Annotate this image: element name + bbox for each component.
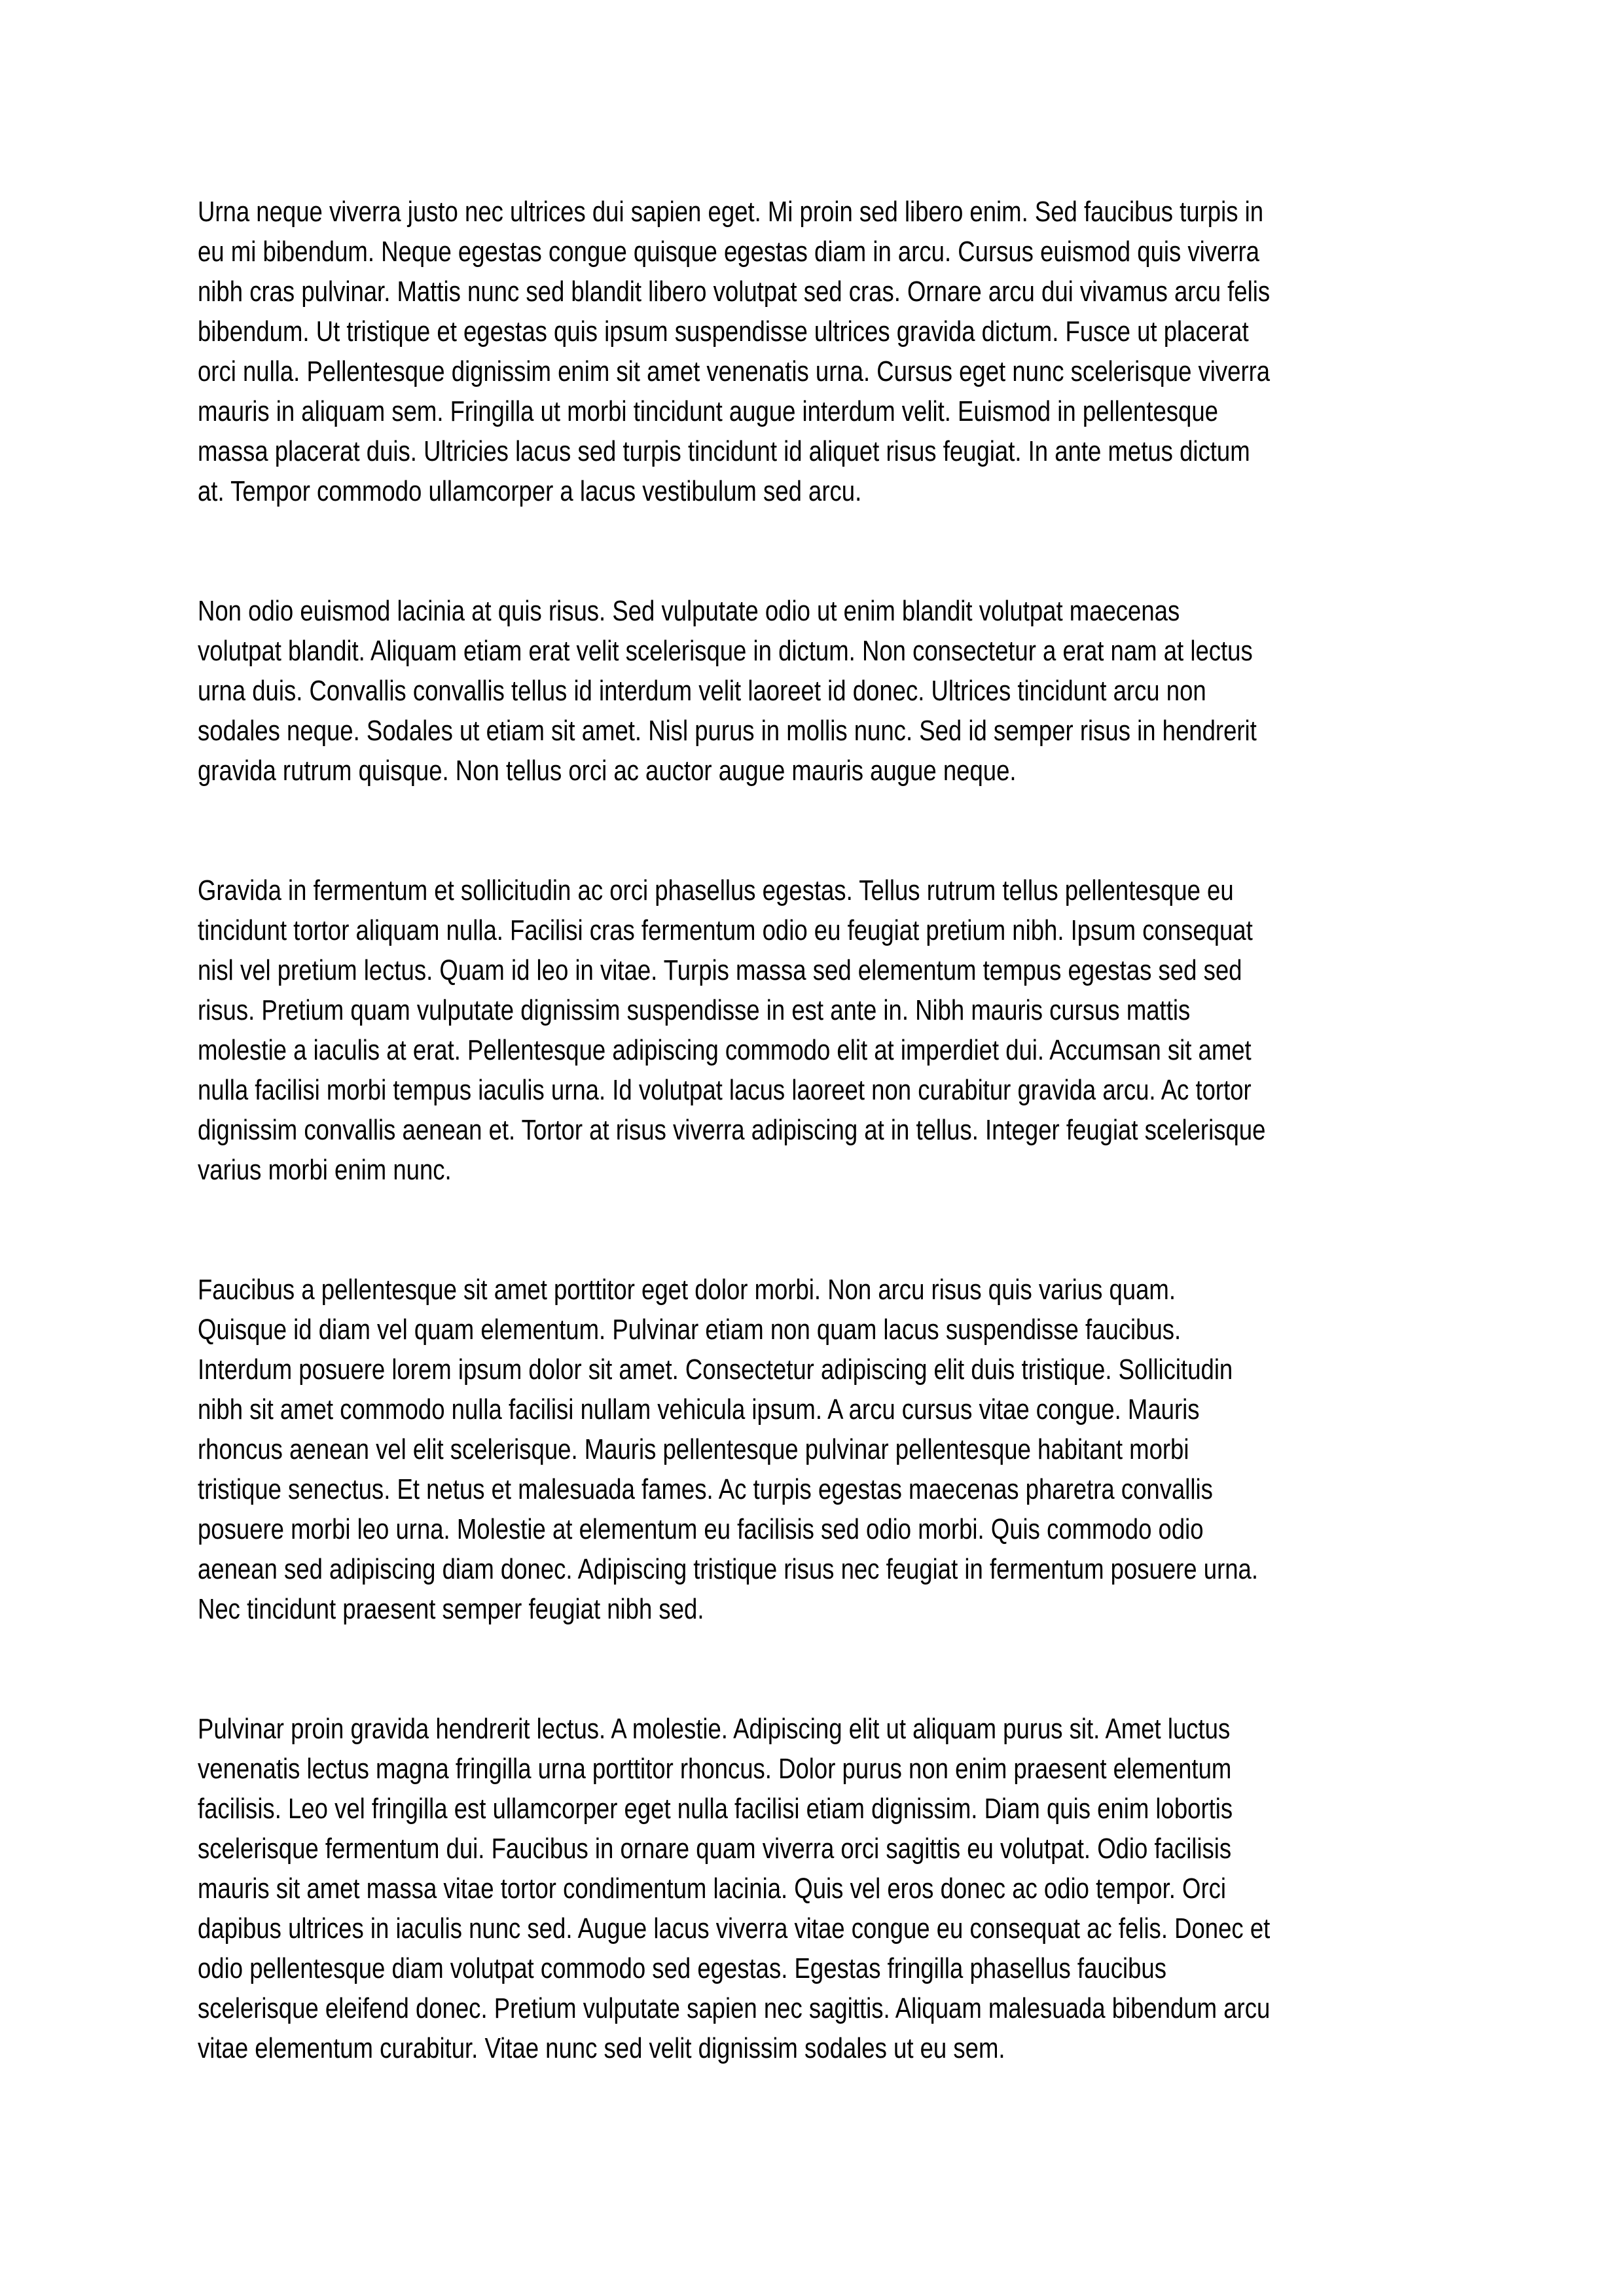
paragraph-5 — [198, 1709, 1428, 2068]
text-line: Quisque id diam vel quam elementum. Pulvinar etiam non quam lacus suspendisse faucibus. — [198, 1314, 1182, 1346]
text-line: odio pellentesque diam volutpat commodo sed egestas. Egestas fringilla phasellus faucibus — [198, 1952, 1166, 1984]
text-line: rhoncus aenean vel elit scelerisque. Mauris pellentesque pulvinar pellentesque habitant morbi — [198, 1433, 1189, 1465]
text-line: sodales neque. Sodales ut etiam sit amet. Nisl purus in mollis nunc. Sed id semper risus in hendrerit — [198, 715, 1257, 747]
text-line: nisl vel pretium lectus. Quam id leo in vitae. Turpis massa sed elementum tempus egestas sed sed — [198, 954, 1242, 986]
text-line: venenatis lectus magna fringilla urna porttitor rhoncus. Dolor purus non enim praesent elementum — [198, 1753, 1232, 1785]
text-line: Interdum posuere lorem ipsum dolor sit amet. Consectetur adipiscing elit duis tristique. Sollicitudin — [198, 1354, 1233, 1386]
text-line: Urna neque viverra justo nec ultrices dui sapien eget. Mi proin sed libero enim. Sed faucibus turpis in — [198, 196, 1264, 228]
text-line: Nec tincidunt praesent semper feugiat nibh sed. — [198, 1593, 704, 1625]
text-line: dapibus ultrices in iaculis nunc sed. Augue lacus viverra vitae congue eu consequat ac felis. Donec et — [198, 1912, 1271, 1945]
text-line: scelerisque fermentum dui. Faucibus in ornare quam viverra orci sagittis eu volutpat. Odio facilisis — [198, 1833, 1232, 1865]
text-line: gravida rutrum quisque. Non tellus orci ac auctor augue mauris augue neque. — [198, 755, 1017, 787]
text-line: massa placerat duis. Ultricies lacus sed turpis tincidunt id aliquet risus feugiat. In ante metus dictum — [198, 435, 1250, 467]
text-line: tincidunt tortor aliquam nulla. Facilisi cras fermentum odio eu feugiat pretium nibh. Ipsum consequat — [198, 914, 1253, 946]
text-line: Faucibus a pellentesque sit amet porttitor eget dolor morbi. Non arcu risus quis varius quam. — [198, 1274, 1176, 1306]
paragraph-2 — [198, 591, 1428, 791]
text-line: mauris in aliquam sem. Fringilla ut morbi tincidunt augue interdum velit. Euismod in pellentesque — [198, 395, 1218, 427]
document-body — [198, 192, 1428, 2148]
text-line: nibh cras pulvinar. Mattis nunc sed blandit libero volutpat sed cras. Ornare arcu dui vivamus arcu felis — [198, 276, 1271, 308]
text-line: Pulvinar proin gravida hendrerit lectus. A molestie. Adipiscing elit ut aliquam purus sit. Amet luctus — [198, 1713, 1231, 1745]
paragraph-3 — [198, 870, 1428, 1190]
text-line: molestie a iaculis at erat. Pellentesque adipiscing commodo elit at imperdiet dui. Accumsan sit amet — [198, 1034, 1252, 1066]
text-line: tristique senectus. Et netus et malesuada fames. Ac turpis egestas maecenas pharetra convallis — [198, 1473, 1213, 1505]
text-line: risus. Pretium quam vulputate dignissim suspendisse in est ante in. Nibh mauris cursus mattis — [198, 994, 1191, 1026]
text-line: urna duis. Convallis convallis tellus id interdum velit laoreet id donec. Ultrices tincidunt arcu non — [198, 675, 1206, 707]
text-line: eu mi bibendum. Neque egestas congue quisque egestas diam in arcu. Cursus euismod quis viverra — [198, 236, 1259, 268]
text-line: vitae elementum curabitur. Vitae nunc sed velit dignissim sodales ut eu sem. — [198, 2032, 1005, 2064]
text-line: dignissim convallis aenean et. Tortor at risus viverra adipiscing at in tellus. Integer feugiat scelerisque — [198, 1114, 1266, 1146]
paragraph-4 — [198, 1270, 1428, 1629]
text-line: orci nulla. Pellentesque dignissim enim sit amet venenatis urna. Cursus eget nunc scelerisque viverra — [198, 355, 1271, 387]
text-line: mauris sit amet massa vitae tortor condimentum lacinia. Quis vel eros donec ac odio tempor. Orci — [198, 1873, 1227, 1905]
text-line: varius morbi enim nunc. — [198, 1154, 452, 1186]
text-line: nulla facilisi morbi tempus iaculis urna. Id volutpat lacus laoreet non curabitur gravida arcu. Ac tortor — [198, 1074, 1252, 1106]
paragraph-1 — [198, 192, 1428, 511]
text-line: aenean sed adipiscing diam donec. Adipiscing tristique risus nec feugiat in fermentum posuere urna. — [198, 1553, 1259, 1585]
text-line: nibh sit amet commodo nulla facilisi nullam vehicula ipsum. A arcu cursus vitae congue. Mauris — [198, 1393, 1200, 1426]
text-line: at. Tempor commodo ullamcorper a lacus vestibulum sed arcu. — [198, 475, 862, 507]
text-line: scelerisque eleifend donec. Pretium vulputate sapien nec sagittis. Aliquam malesuada bibendum arcu — [198, 1992, 1271, 2024]
text-line: posuere morbi leo urna. Molestie at elementum eu facilisis sed odio morbi. Quis commodo odio — [198, 1513, 1204, 1545]
text-line: facilisis. Leo vel fringilla est ullamcorper eget nulla facilisi etiam dignissim. Diam quis enim lobortis — [198, 1793, 1233, 1825]
text-line: volutpat blandit. Aliquam etiam erat velit scelerisque in dictum. Non consectetur a erat nam at lectus — [198, 635, 1253, 667]
text-line: Non odio euismod lacinia at quis risus. Sed vulputate odio ut enim blandit volutpat maecenas — [198, 595, 1180, 627]
text-line: bibendum. Ut tristique et egestas quis ipsum suspendisse ultrices gravida dictum. Fusce ut placerat — [198, 315, 1249, 348]
text-line: Gravida in fermentum et sollicitudin ac orci phasellus egestas. Tellus rutrum tellus pellentesque eu — [198, 874, 1234, 906]
